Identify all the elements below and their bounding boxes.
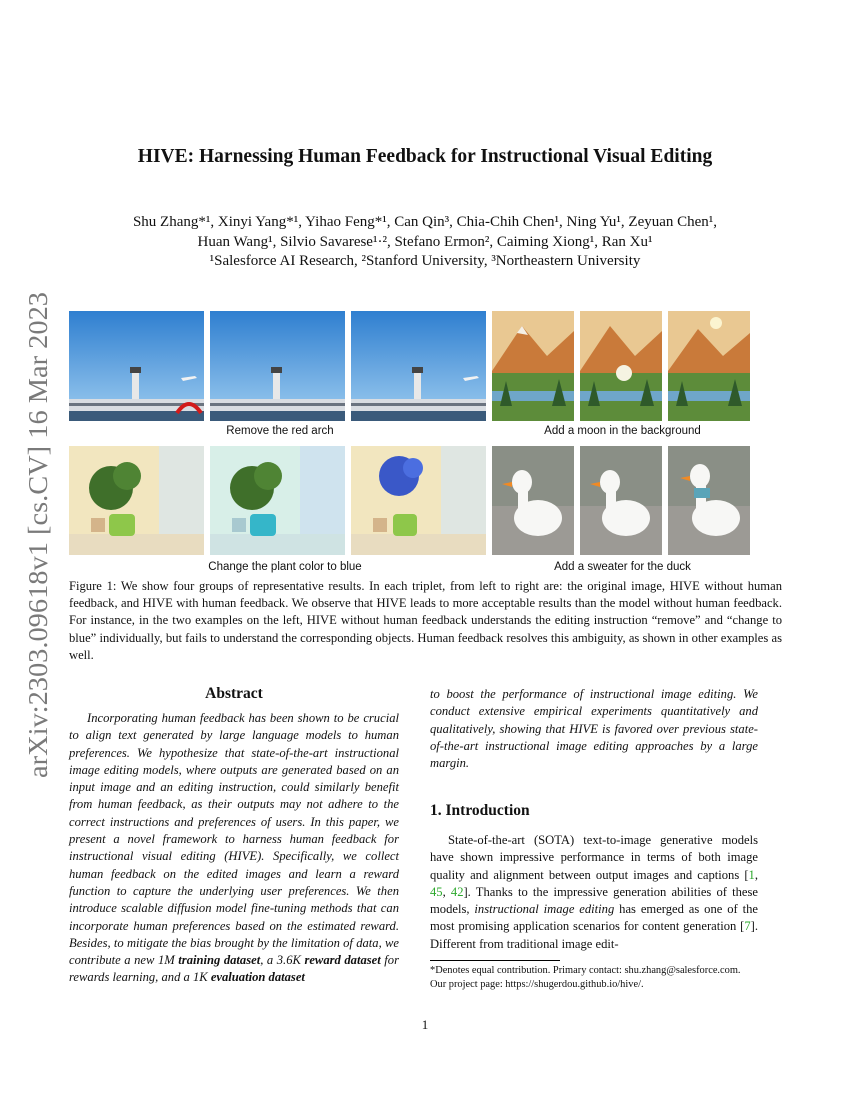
abstract-bold-reward-dataset: reward dataset xyxy=(304,953,381,968)
mountain-original-image xyxy=(492,311,574,421)
panel-caption-duck-sweater: Add a sweater for the duck xyxy=(554,561,691,573)
panel-caption-add-moon: Add a moon in the background xyxy=(544,425,701,437)
paper-title: HIVE: Harnessing Human Feedback for Instructional Visual Editing xyxy=(137,146,713,167)
arxiv-identifier xyxy=(14,290,58,780)
intro-text-2: , xyxy=(754,867,758,882)
abstract-heading: Abstract xyxy=(205,685,263,702)
introduction-body xyxy=(430,832,758,953)
mountain-with-feedback-image xyxy=(668,311,750,421)
intro-text-4: ]. Thanks to the impressive generation abilities of these models, xyxy=(430,884,758,917)
citation-link[interactable]: 45 xyxy=(430,884,443,899)
intro-text-5: has emerged as one of the most promising application scenarios for content generation [ xyxy=(430,902,758,934)
figure-caption: Figure 1: We show four groups of representative results. In each triplet, from left to right are: the original image, HIVE without human feedback, and HIVE with human feedback. We observe that HIVE leads to more acceptable results than the model without human feedback. For instance, in the two examples on the left, HIVE without human feedback understands the editing instruction “remove” and “change to blue” individually, but fails to understand the corresponding objects. Human feedback resolves this ambiguity, as shown in other examples as well. xyxy=(69,579,782,662)
abstract-bold-evaluation-dataset: evaluation dataset xyxy=(210,970,305,985)
panel-caption-plant-blue: Change the plant color to blue xyxy=(208,561,362,573)
abstract-continued: to boost the performance of instructional image editing. We conduct extensive empirical experiments quantitatively and qualitatively, showing that HIVE is favored over previous state-of-the-art instructional image editing approaches by a large margin. xyxy=(430,687,758,771)
abstract-body xyxy=(69,710,399,987)
citation-link[interactable]: 42 xyxy=(450,884,464,899)
author-list xyxy=(60,212,790,252)
panel-caption-remove-arch: Remove the red arch xyxy=(226,425,334,437)
footnote-rule xyxy=(430,960,560,961)
duck-with-feedback-image xyxy=(668,446,750,555)
page-number: 1 xyxy=(421,1017,429,1032)
footnote-line-2: Our project page: https://shugerdou.github.io/hive/. xyxy=(430,979,644,990)
duck-original-image xyxy=(492,446,574,555)
abstract-text-2: , a 3.6K xyxy=(260,953,305,968)
airport-original-image xyxy=(69,311,204,421)
duck-no-feedback-image xyxy=(580,446,662,555)
plant-with-feedback-image xyxy=(351,446,486,555)
author-line-1: Shu Zhang*¹, Xinyi Yang*¹, Yihao Feng*¹, Can Qin³, Chia-Chih Chen¹, Ning Yu¹, Zeyuan Chen¹, xyxy=(132,214,718,230)
intro-text-6: ]. Different from traditional image edit- xyxy=(430,919,758,951)
mountain-no-feedback-image xyxy=(580,311,662,421)
abstract-text-3: for rewards learning, and a 1K xyxy=(69,953,399,985)
affiliations: ¹Salesforce AI Research, ²Stanford University, ³Northeastern University xyxy=(209,253,641,269)
plant-no-feedback-image xyxy=(210,446,345,555)
airport-no-feedback-image xyxy=(210,311,345,421)
abstract-bold-training-dataset: training dataset xyxy=(178,953,261,968)
footnote-line-1: *Denotes equal contribution. Primary contact: shu.zhang@salesforce.com. xyxy=(430,965,741,976)
abstract-text-1: Incorporating human feedback has been shown to be crucial to align text generated by large language models to human preferences. We hypothesize that state-of-the-art instructional image editing models, where outputs are generated based on an input image and an editing instruction, could similarly benefit from human feedback, as their outputs may not adhere to the correct instructions and preferences of users. In this paper, we present a novel framework to harness human feedback for instructional visual editing (HIVE). Specifically, we collect human feedback on the edited images and learn a reward function to capture the underlying user preferences. We then introduce scalable diffusion model fine-tuning methods that can incorporate human preferences based on the estimated reward. Besides, to mitigate the bias brought by the limitation of data, we contribute a new 1M xyxy=(69,711,399,968)
arxiv-identifier-text: arXiv:2303.09618v1 [cs.CV] 16 Mar 2023 xyxy=(23,316,53,778)
intro-italic-term: instructional image editing xyxy=(474,902,615,917)
intro-text-1: State-of-the-art (SOTA) text-to-image generative models have shown impressive performance in terms of both image quality and alignment between output images and captions [ xyxy=(430,833,758,882)
author-line-2: Huan Wang¹, Silvio Savarese¹·², Stefano Ermon², Caiming Xiong¹, Ran Xu¹ xyxy=(197,234,653,250)
footnote xyxy=(430,964,770,992)
citation-link[interactable]: 7 xyxy=(744,919,751,934)
intro-text-3: , xyxy=(442,884,451,899)
introduction-heading: 1. Introduction xyxy=(430,802,530,819)
airport-with-feedback-image xyxy=(351,311,486,421)
plant-original-image xyxy=(69,446,204,555)
citation-link[interactable]: 1 xyxy=(748,867,755,882)
